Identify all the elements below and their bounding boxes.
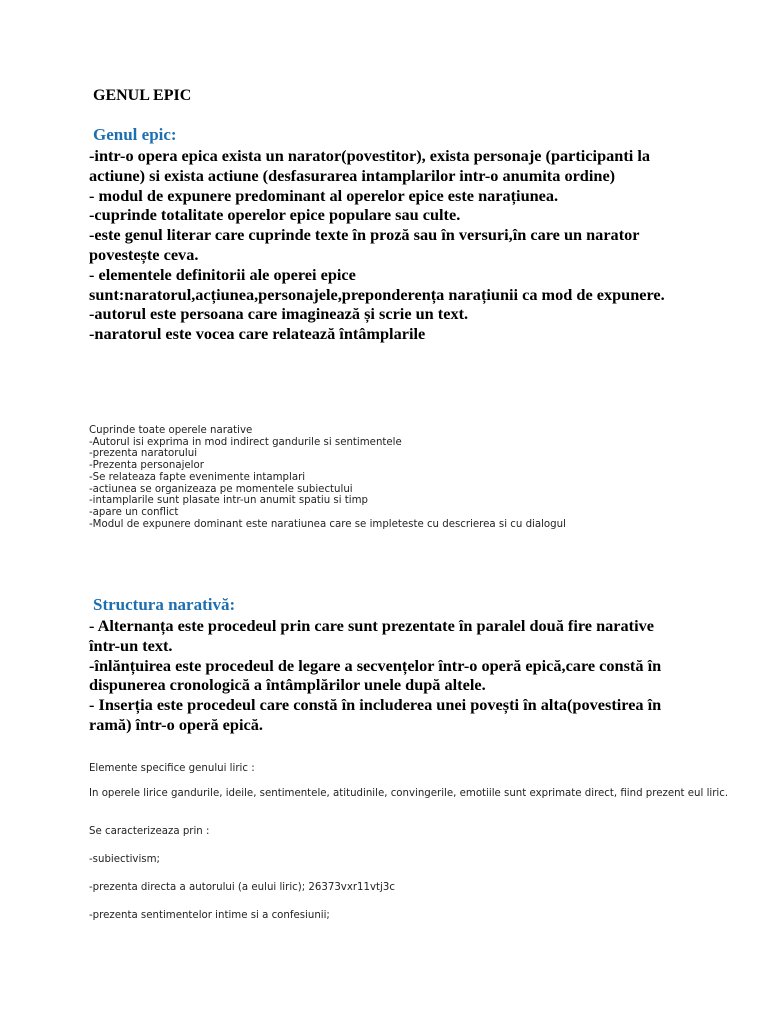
list-item: -Autorul isi exprima in mod indirect gandurile si sentimentele: [89, 436, 402, 448]
lyric-item: -prezenta directa a autorului (a eului liric); 26373vxr11vtj3c: [89, 882, 395, 893]
list-item: -actiunea se organizeaza pe momentele subiectului: [89, 483, 353, 495]
list-item: -apare un conflict: [89, 506, 179, 518]
definition-line: -înlănțuirea este procedeul de legare a secvențelor într-o operă epică,care constă în dispunerea cronologică a întâmplărilor unele după altele.: [89, 655, 662, 695]
lyric-heading: Elemente specifice genului liric :: [89, 763, 255, 774]
lyric-paragraph: In operele lirice gandurile, ideile, sentimentele, atitudinile, convingerile, emotiile sunt exprimate direct, fiind prezent eul liric.: [89, 788, 729, 799]
definition-line: - Inserția este procedeul care constă în includerea unei povești în alta(povestirea în ramă) într-o operă epică.: [89, 695, 662, 734]
definition-line: -autorul este persoana care imaginează și scrie un text.: [89, 304, 469, 324]
definition-line: -este genul literar care cuprinde texte în proză sau în versuri,în care un narator povestește ceva.: [89, 225, 640, 264]
list-item: -prezenta naratorului: [89, 448, 198, 460]
document-title: GENUL EPIC: [93, 87, 192, 104]
section-heading-structura-narativa: Structura narativă:: [93, 595, 236, 614]
definition-line: - modul de expunere predominant al operelor epice este narațiunea.: [89, 185, 559, 205]
lyric-item: -prezenta sentimentelor intime si a confesiunii;: [89, 910, 330, 921]
list-item: -Se relateaza fapte evenimente intamplari: [89, 471, 306, 483]
definition-line: -cuprinde totalitate operelor epice populare sau culte.: [89, 205, 461, 225]
definition-line: -naratorul este vocea care relatează întâmplarile: [89, 324, 426, 344]
genul-epic-definitions: [89, 146, 689, 344]
epic-characteristics-list: [89, 425, 729, 530]
list-item: -intamplarile sunt plasate intr-un anumit spatiu si timp: [89, 495, 368, 507]
structura-narativa-definitions: [89, 616, 689, 735]
lyric-item: -subiectivism;: [89, 854, 160, 865]
definition-line: -intr-o opera epica exista un narator(povestitor), exista personaje (participanti la actiune) si exista actiune (desfasurarea intamplarilor intr-o anumita ordine): [89, 146, 651, 185]
definition-line: - Alternanța este procedeul prin care sunt prezentate în paralel două fire narative într-un text.: [89, 616, 654, 655]
list-item: -Modul de expunere dominant este naratiunea care se impleteste cu descrierea si cu dialogul: [89, 518, 566, 530]
definition-line: - elementele definitorii ale operei epice sunt:naratorul,acțiunea,personajele,preponderența narațiunii ca mod de expunere.: [89, 264, 665, 304]
list-item: Cuprinde toate operele narative: [89, 425, 253, 436]
lyric-intro: Se caracterizeaza prin :: [89, 826, 210, 837]
list-item: -Prezenta personajelor: [89, 460, 204, 472]
section-heading-genul-epic: Genul epic:: [93, 125, 177, 144]
